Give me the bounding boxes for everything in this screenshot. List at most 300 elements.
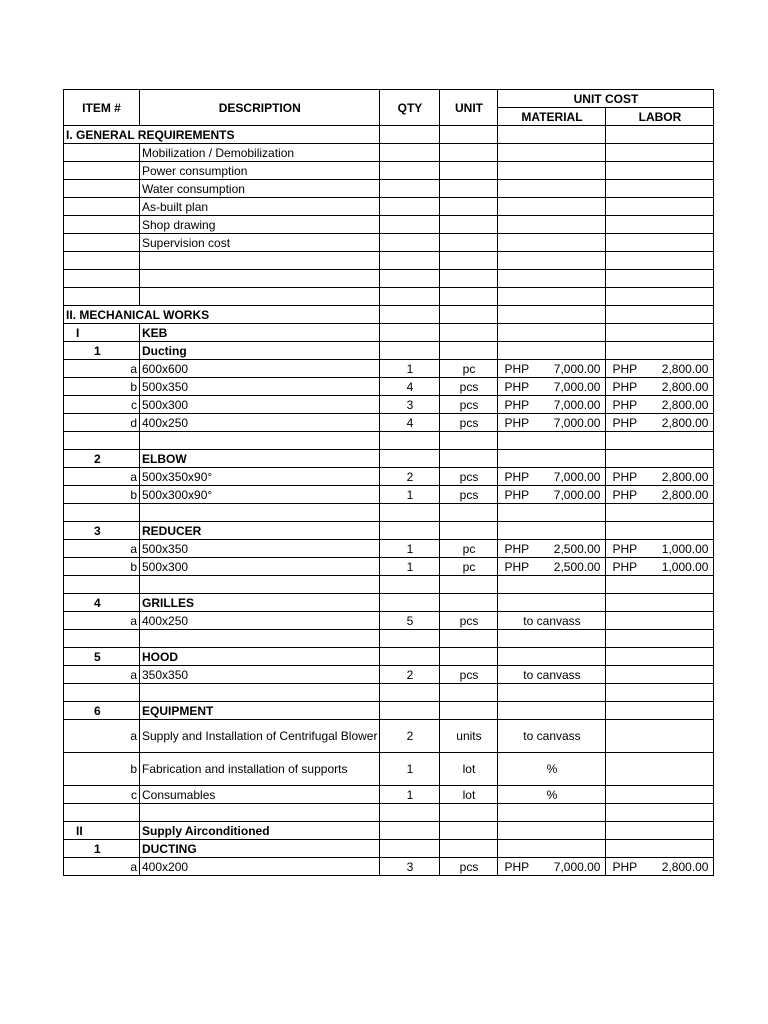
cell-item (64, 630, 140, 648)
cell-item (64, 252, 140, 270)
cell-unit (440, 702, 498, 720)
line-letter: a (64, 540, 140, 558)
line-letter: d (64, 414, 140, 432)
cell-labor (606, 198, 714, 216)
currency-label: PHP (612, 559, 638, 574)
line-qty: 1 (380, 540, 440, 558)
blank-row (64, 432, 714, 450)
cell-material (498, 306, 606, 324)
cell-qty (380, 840, 440, 858)
labor-cost (606, 414, 714, 432)
cell-item (64, 288, 140, 306)
table-row (64, 486, 714, 504)
cell-unit (440, 270, 498, 288)
cell-labor (606, 630, 714, 648)
cell-item (64, 216, 140, 234)
table-row (64, 468, 714, 486)
cell-material (498, 840, 606, 858)
cell-material (498, 684, 606, 702)
amount-value: 7,000.00 (553, 379, 601, 394)
cell-qty (380, 630, 440, 648)
cell-item (64, 432, 140, 450)
cell-labor (606, 144, 714, 162)
cell-labor (606, 342, 714, 360)
cell-qty (380, 504, 440, 522)
line-qty: 1 (380, 786, 440, 804)
cell-labor (606, 162, 714, 180)
cell-qty (380, 684, 440, 702)
cell-material (498, 252, 606, 270)
cell-material (498, 234, 606, 252)
header-description: DESCRIPTION (140, 90, 380, 126)
cell-qty (380, 324, 440, 342)
line-description: 400x200 (140, 858, 380, 876)
labor-cost (606, 540, 714, 558)
item-description: As-built plan (140, 198, 380, 216)
cell-qty (380, 648, 440, 666)
line-description: Consumables (140, 786, 380, 804)
line-description: 500x300 (140, 558, 380, 576)
labor-cost (606, 360, 714, 378)
line-unit: pcs (440, 486, 498, 504)
cell-unit (440, 342, 498, 360)
line-description: Fabrication and installation of supports (140, 753, 380, 786)
cell-material (498, 162, 606, 180)
labor-cost (606, 378, 714, 396)
cell-labor (606, 822, 714, 840)
table-row (64, 324, 714, 342)
table-row (64, 180, 714, 198)
cell-labor (606, 504, 714, 522)
group-number: 4 (64, 594, 140, 612)
table-row (64, 216, 714, 234)
cell-labor (606, 576, 714, 594)
currency-label: PHP (504, 361, 530, 376)
cell-material (498, 432, 606, 450)
currency-label: PHP (612, 397, 638, 412)
cell-unit (440, 252, 498, 270)
table-row (64, 840, 714, 858)
cell-qty (380, 522, 440, 540)
table-row (64, 144, 714, 162)
amount-value: 2,800.00 (661, 415, 709, 430)
amount-value: 2,500.00 (553, 541, 601, 556)
cell-item (64, 162, 140, 180)
amount-value: 2,800.00 (661, 859, 709, 874)
blank-row (64, 288, 714, 306)
table-row (64, 666, 714, 684)
group-title: GRILLES (140, 594, 380, 612)
material-note: to canvass (498, 612, 606, 630)
line-description: 500x350x90° (140, 468, 380, 486)
cell-unit (440, 144, 498, 162)
group-number: II (64, 822, 140, 840)
currency-label: PHP (504, 469, 530, 484)
table-row (64, 612, 714, 630)
table-row (64, 234, 714, 252)
currency-label: PHP (504, 559, 530, 574)
cell-qty (380, 342, 440, 360)
cell-material (498, 270, 606, 288)
group-title: KEB (140, 324, 380, 342)
group-title: ELBOW (140, 450, 380, 468)
cell-material (498, 522, 606, 540)
section-title: I. GENERAL REQUIREMENTS (64, 126, 380, 144)
line-unit: pc (440, 360, 498, 378)
labor-cost (606, 468, 714, 486)
amount-value: 7,000.00 (553, 415, 601, 430)
table-row (64, 786, 714, 804)
material-cost (498, 558, 606, 576)
cell-unit (440, 822, 498, 840)
cell-material (498, 630, 606, 648)
line-letter: b (64, 486, 140, 504)
currency-label: PHP (612, 415, 638, 430)
cell-unit (440, 840, 498, 858)
bill-of-quantities-table (63, 89, 714, 876)
cell-qty (380, 822, 440, 840)
cell-labor (606, 594, 714, 612)
table-row (64, 822, 714, 840)
line-letter: b (64, 378, 140, 396)
cell-unit (440, 450, 498, 468)
cell-labor (606, 648, 714, 666)
labor-cost (606, 396, 714, 414)
header-labor: LABOR (606, 108, 714, 126)
table-row (64, 648, 714, 666)
cell-unit (440, 432, 498, 450)
cell-labor (606, 522, 714, 540)
blank-row (64, 504, 714, 522)
material-cost (498, 486, 606, 504)
group-number: 3 (64, 522, 140, 540)
cell-description (140, 270, 380, 288)
line-unit: pcs (440, 468, 498, 486)
cell-qty (380, 216, 440, 234)
currency-label: PHP (504, 415, 530, 430)
line-letter: a (64, 858, 140, 876)
group-number: I (64, 324, 140, 342)
cell-description (140, 252, 380, 270)
cell-labor (606, 270, 714, 288)
cell-material (498, 702, 606, 720)
labor-cost (606, 858, 714, 876)
group-number: 1 (64, 342, 140, 360)
line-letter: a (64, 666, 140, 684)
material-note: to canvass (498, 666, 606, 684)
line-unit: units (440, 720, 498, 753)
cell-material (498, 216, 606, 234)
cell-item (64, 504, 140, 522)
material-cost (498, 858, 606, 876)
cell-labor (606, 804, 714, 822)
amount-value: 1,000.00 (661, 541, 709, 556)
cell-material (498, 822, 606, 840)
table-row (64, 396, 714, 414)
line-unit: pcs (440, 612, 498, 630)
cell-qty (380, 702, 440, 720)
cell-material (498, 576, 606, 594)
material-cost (498, 378, 606, 396)
line-qty: 2 (380, 720, 440, 753)
cell-item (64, 144, 140, 162)
labor-cost (606, 753, 714, 786)
cell-labor (606, 450, 714, 468)
cell-labor (606, 684, 714, 702)
group-title: DUCTING (140, 840, 380, 858)
group-number: 1 (64, 840, 140, 858)
cell-item (64, 270, 140, 288)
material-cost (498, 396, 606, 414)
cell-material (498, 804, 606, 822)
line-letter: c (64, 786, 140, 804)
cell-labor (606, 324, 714, 342)
line-qty: 1 (380, 360, 440, 378)
cell-labor (606, 432, 714, 450)
line-description: 500x300 (140, 396, 380, 414)
cell-item (64, 234, 140, 252)
line-qty: 1 (380, 753, 440, 786)
blank-row (64, 804, 714, 822)
table-row (64, 858, 714, 876)
table-row (64, 450, 714, 468)
line-unit: pcs (440, 858, 498, 876)
cell-description (140, 630, 380, 648)
labor-cost (606, 786, 714, 804)
item-description: Power consumption (140, 162, 380, 180)
group-title: Ducting (140, 342, 380, 360)
table-row (64, 594, 714, 612)
line-unit: pc (440, 540, 498, 558)
line-qty: 3 (380, 858, 440, 876)
line-description: 600x600 (140, 360, 380, 378)
line-unit: pc (440, 558, 498, 576)
cell-unit (440, 306, 498, 324)
cell-unit (440, 162, 498, 180)
line-qty: 4 (380, 414, 440, 432)
group-title: EQUIPMENT (140, 702, 380, 720)
cell-unit (440, 216, 498, 234)
cell-qty (380, 432, 440, 450)
item-description: Supervision cost (140, 234, 380, 252)
cell-labor (606, 702, 714, 720)
labor-cost (606, 558, 714, 576)
cell-unit (440, 594, 498, 612)
cell-description (140, 504, 380, 522)
cell-unit (440, 180, 498, 198)
line-unit: pcs (440, 414, 498, 432)
line-qty: 3 (380, 396, 440, 414)
line-qty: 2 (380, 666, 440, 684)
cell-material (498, 144, 606, 162)
cell-labor (606, 216, 714, 234)
line-letter: b (64, 753, 140, 786)
cell-labor (606, 840, 714, 858)
table-row (64, 198, 714, 216)
cell-qty (380, 450, 440, 468)
item-description: Mobilization / Demobilization (140, 144, 380, 162)
cell-qty (380, 234, 440, 252)
cell-unit (440, 576, 498, 594)
table-row (64, 720, 714, 753)
cell-material (498, 180, 606, 198)
cell-labor (606, 234, 714, 252)
blank-row (64, 576, 714, 594)
currency-label: PHP (612, 379, 638, 394)
labor-cost (606, 720, 714, 753)
group-number: 6 (64, 702, 140, 720)
line-description: 500x350 (140, 378, 380, 396)
cell-labor (606, 288, 714, 306)
line-unit: pcs (440, 378, 498, 396)
line-letter: a (64, 360, 140, 378)
cell-qty (380, 270, 440, 288)
material-note: % (498, 786, 606, 804)
table-row (64, 414, 714, 432)
amount-value: 7,000.00 (553, 397, 601, 412)
cell-labor (606, 252, 714, 270)
section-row (64, 306, 714, 324)
cell-unit (440, 522, 498, 540)
currency-label: PHP (612, 469, 638, 484)
currency-label: PHP (504, 859, 530, 874)
line-qty: 5 (380, 612, 440, 630)
table-row (64, 360, 714, 378)
header-unit-cost: UNIT COST (498, 90, 714, 108)
cell-unit (440, 234, 498, 252)
cell-qty (380, 126, 440, 144)
table-row (64, 558, 714, 576)
blank-row (64, 684, 714, 702)
cell-qty (380, 144, 440, 162)
currency-label: PHP (504, 541, 530, 556)
cell-unit (440, 288, 498, 306)
line-unit: lot (440, 786, 498, 804)
currency-label: PHP (612, 541, 638, 556)
cell-qty (380, 162, 440, 180)
line-letter: a (64, 720, 140, 753)
amount-value: 7,000.00 (553, 361, 601, 376)
cell-qty (380, 306, 440, 324)
line-qty: 1 (380, 486, 440, 504)
line-letter: a (64, 612, 140, 630)
header-material: MATERIAL (498, 108, 606, 126)
cell-item (64, 576, 140, 594)
cell-labor (606, 126, 714, 144)
cell-unit (440, 504, 498, 522)
table-row (64, 378, 714, 396)
material-cost (498, 540, 606, 558)
cell-unit (440, 630, 498, 648)
cell-unit (440, 684, 498, 702)
currency-label: PHP (504, 397, 530, 412)
cell-description (140, 432, 380, 450)
cell-unit (440, 126, 498, 144)
group-title: REDUCER (140, 522, 380, 540)
cell-unit (440, 804, 498, 822)
line-description: 500x300x90° (140, 486, 380, 504)
amount-value: 2,800.00 (661, 487, 709, 502)
line-letter: a (64, 468, 140, 486)
cell-qty (380, 576, 440, 594)
cell-qty (380, 804, 440, 822)
currency-label: PHP (612, 487, 638, 502)
line-description: Supply and Installation of Centrifugal Blower (140, 720, 380, 753)
line-description: 350x350 (140, 666, 380, 684)
currency-label: PHP (504, 379, 530, 394)
table-row (64, 522, 714, 540)
labor-cost (606, 666, 714, 684)
item-description: Water consumption (140, 180, 380, 198)
cell-qty (380, 198, 440, 216)
amount-value: 7,000.00 (553, 859, 601, 874)
material-cost (498, 468, 606, 486)
line-description: 400x250 (140, 414, 380, 432)
cell-qty (380, 180, 440, 198)
item-description: Shop drawing (140, 216, 380, 234)
section-title: II. MECHANICAL WORKS (64, 306, 380, 324)
currency-label: PHP (504, 487, 530, 502)
line-qty: 4 (380, 378, 440, 396)
cell-material (498, 450, 606, 468)
cell-qty (380, 252, 440, 270)
amount-value: 2,800.00 (661, 397, 709, 412)
currency-label: PHP (612, 859, 638, 874)
amount-value: 7,000.00 (553, 469, 601, 484)
material-note: to canvass (498, 720, 606, 753)
cell-material (498, 324, 606, 342)
cell-labor (606, 180, 714, 198)
header-row-1 (64, 90, 714, 108)
cell-material (498, 648, 606, 666)
amount-value: 2,500.00 (553, 559, 601, 574)
line-description: 500x350 (140, 540, 380, 558)
group-number: 2 (64, 450, 140, 468)
line-unit: pcs (440, 396, 498, 414)
line-qty: 2 (380, 468, 440, 486)
cell-unit (440, 648, 498, 666)
group-number: 5 (64, 648, 140, 666)
cell-material (498, 198, 606, 216)
line-qty: 1 (380, 558, 440, 576)
group-title: HOOD (140, 648, 380, 666)
cell-unit (440, 198, 498, 216)
cell-description (140, 804, 380, 822)
cell-material (498, 126, 606, 144)
material-note: % (498, 753, 606, 786)
header-item: ITEM # (64, 90, 140, 126)
blank-row (64, 252, 714, 270)
amount-value: 1,000.00 (661, 559, 709, 574)
amount-value: 2,800.00 (661, 469, 709, 484)
cell-item (64, 180, 140, 198)
cell-item (64, 804, 140, 822)
material-cost (498, 360, 606, 378)
line-unit: lot (440, 753, 498, 786)
table-row (64, 753, 714, 786)
table-row (64, 342, 714, 360)
amount-value: 2,800.00 (661, 379, 709, 394)
header-unit: UNIT (440, 90, 498, 126)
cell-description (140, 576, 380, 594)
cell-unit (440, 324, 498, 342)
cell-item (64, 198, 140, 216)
blank-row (64, 630, 714, 648)
table-row (64, 702, 714, 720)
cell-material (498, 342, 606, 360)
cell-qty (380, 288, 440, 306)
cell-item (64, 684, 140, 702)
